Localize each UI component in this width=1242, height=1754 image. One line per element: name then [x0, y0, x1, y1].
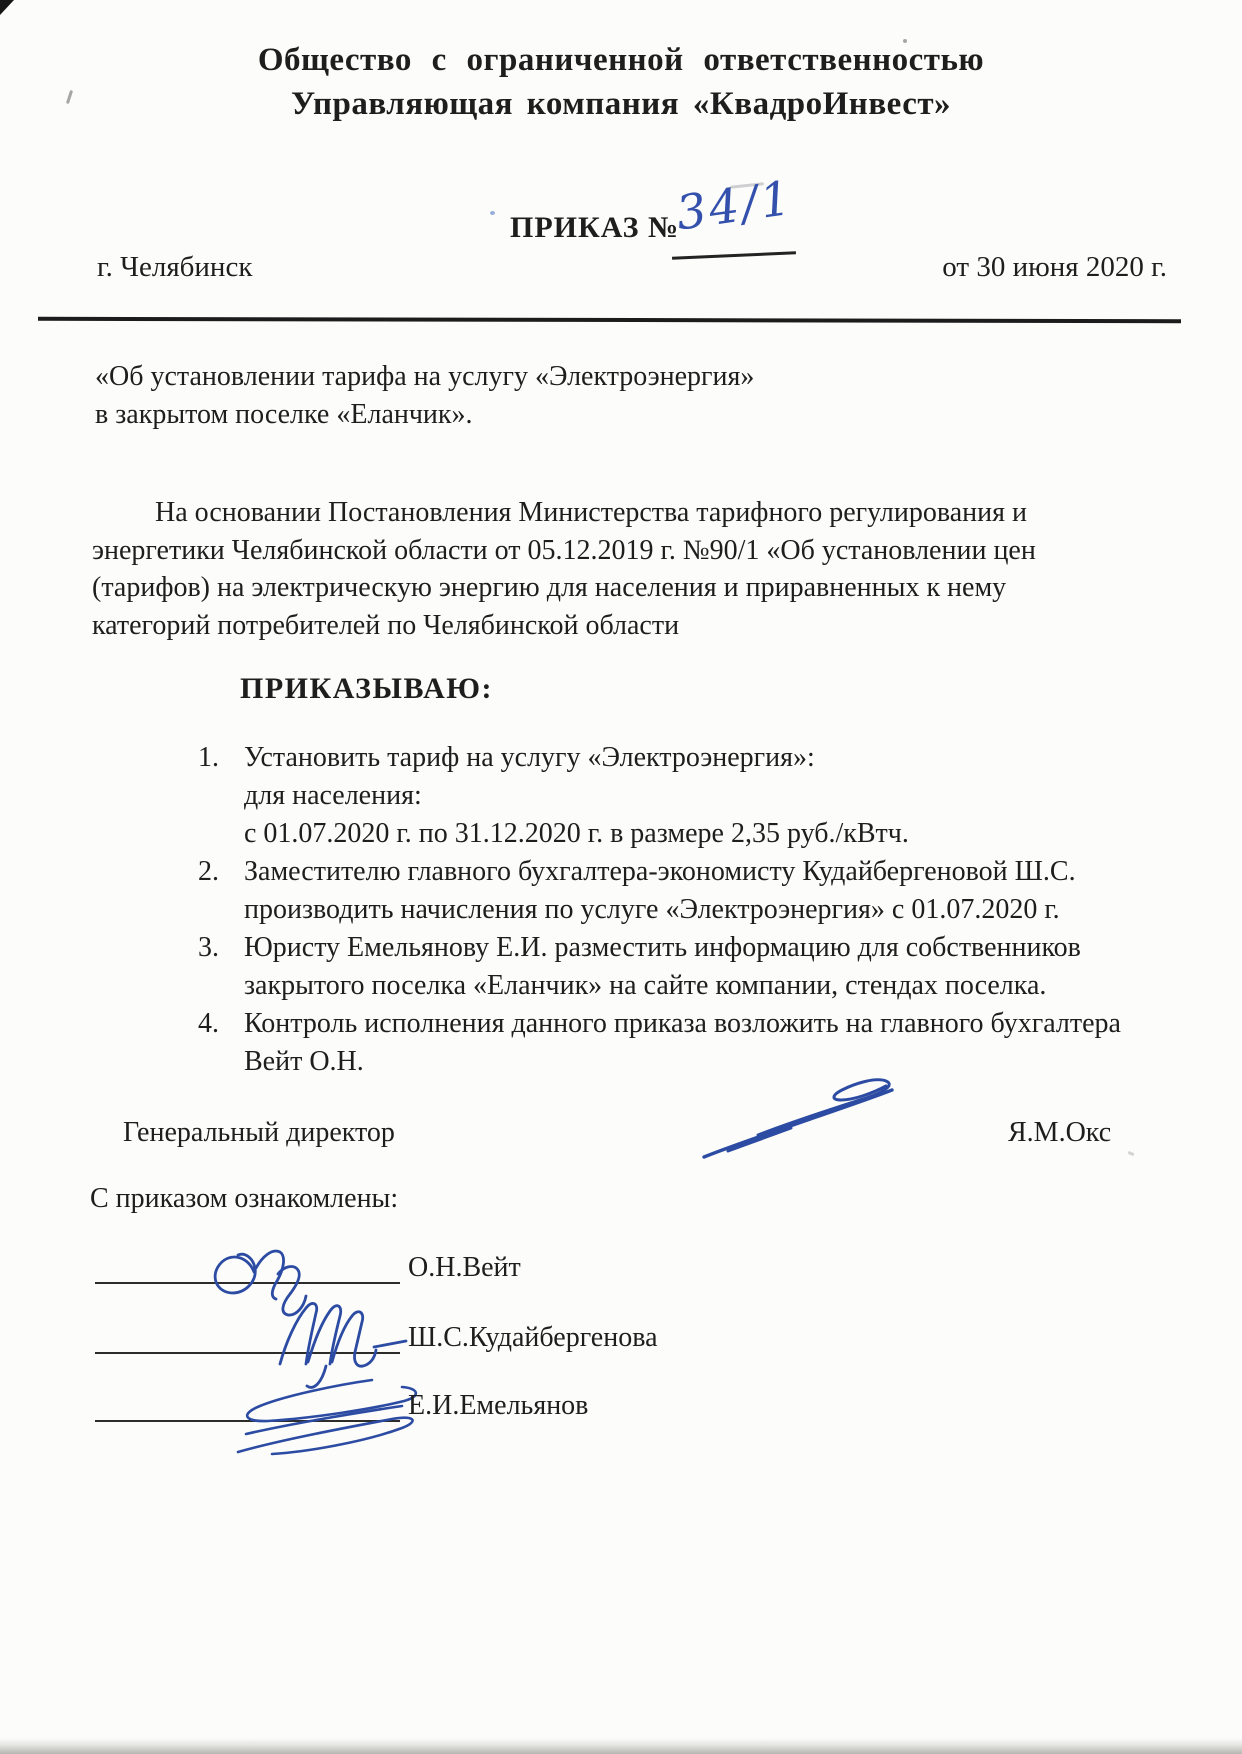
item-line: для населения: [244, 780, 422, 811]
item-line: Контроль исполнения данного приказа возложить на главного бухгалтера [244, 1008, 1121, 1039]
resolution-list [198, 739, 1198, 1081]
item-line: Вейт О.Н. [244, 1046, 364, 1077]
item-number: 4. [198, 1008, 219, 1039]
item-line: Юристу Емельянову Е.И. разместить информацию для собственников [244, 932, 1081, 963]
item-number: 2. [198, 856, 219, 887]
director-signature [698, 1073, 903, 1163]
director-title: Генеральный директор [123, 1117, 395, 1148]
preamble-line: категорий потребителей по Челябинской области [92, 609, 680, 641]
item-line: Установить тариф на услугу «Электроэнергия»: [244, 742, 815, 773]
separator-line [38, 317, 1181, 323]
org-name-line2: Управляющая компания «КвадроИнвест» [290, 86, 952, 122]
subject-line1: «Об установлении тарифа на услугу «Электроэнергия» [95, 361, 755, 392]
item-line: Заместителю главного бухгалтера-экономисту Кудайбергеновой Ш.С. [244, 856, 1076, 887]
item-line: производить начисления по услуге «Электроэнергия» с 01.07.2020 г. [244, 894, 1060, 925]
item-number: 3. [198, 932, 219, 963]
order-subject [95, 358, 754, 434]
acknowledger-name: Е.И.Емельянов [408, 1390, 589, 1421]
item-line: с 01.07.2020 г. по 31.12.2020 г. в размере 2,35 руб./кВтч. [244, 818, 909, 849]
acknowledger-name: Ш.С.Кудайбергенова [408, 1322, 658, 1353]
acknowledged-label: С приказом ознакомлены: [90, 1183, 399, 1214]
scan-speck [490, 211, 495, 215]
order-title-label: ПРИКАЗ № [510, 211, 680, 244]
preamble-paragraph [92, 494, 1092, 644]
scan-artifact-bottom-band [0, 1738, 1242, 1754]
city-label: г. Челябинск [97, 251, 253, 283]
acknowledger-signature-emelyanov [222, 1372, 434, 1468]
director-name: Я.М.Окс [1008, 1117, 1112, 1148]
item-line: закрытого поселка «Еланчик» на сайте компании, стендах поселка. [244, 970, 1047, 1001]
org-name-line1: Общество с ограниченной ответственностью [257, 42, 985, 78]
order-number-handwritten: 34/1 [672, 170, 797, 242]
item-number: 1. [198, 742, 219, 773]
order-number-underline [672, 251, 796, 259]
list-item [198, 739, 1198, 853]
subject-line2: в закрытом поселке «Еланчик». [95, 399, 473, 430]
preamble-line: энергетики Челябинской области от 05.12.2019 г. №90/1 «Об установлении цен [92, 534, 1036, 566]
acknowledger-name: О.Н.Вейт [408, 1252, 521, 1283]
date-label: от 30 июня 2020 г. [942, 251, 1167, 283]
preamble-line: (тарифов) на электрическую энергию для населения и приравненных к нему [92, 572, 1007, 603]
resolution-heading: ПРИКАЗЫВАЮ: [240, 672, 494, 705]
scan-speck [1128, 1151, 1135, 1156]
org-header [0, 42, 1242, 123]
list-item [198, 853, 1198, 929]
list-item [198, 1005, 1198, 1081]
preamble-line: На основании Постановления Министерства тарифного регулирования и [155, 497, 1027, 528]
scan-artifact-corner [0, 0, 14, 15]
list-item [198, 929, 1198, 1005]
